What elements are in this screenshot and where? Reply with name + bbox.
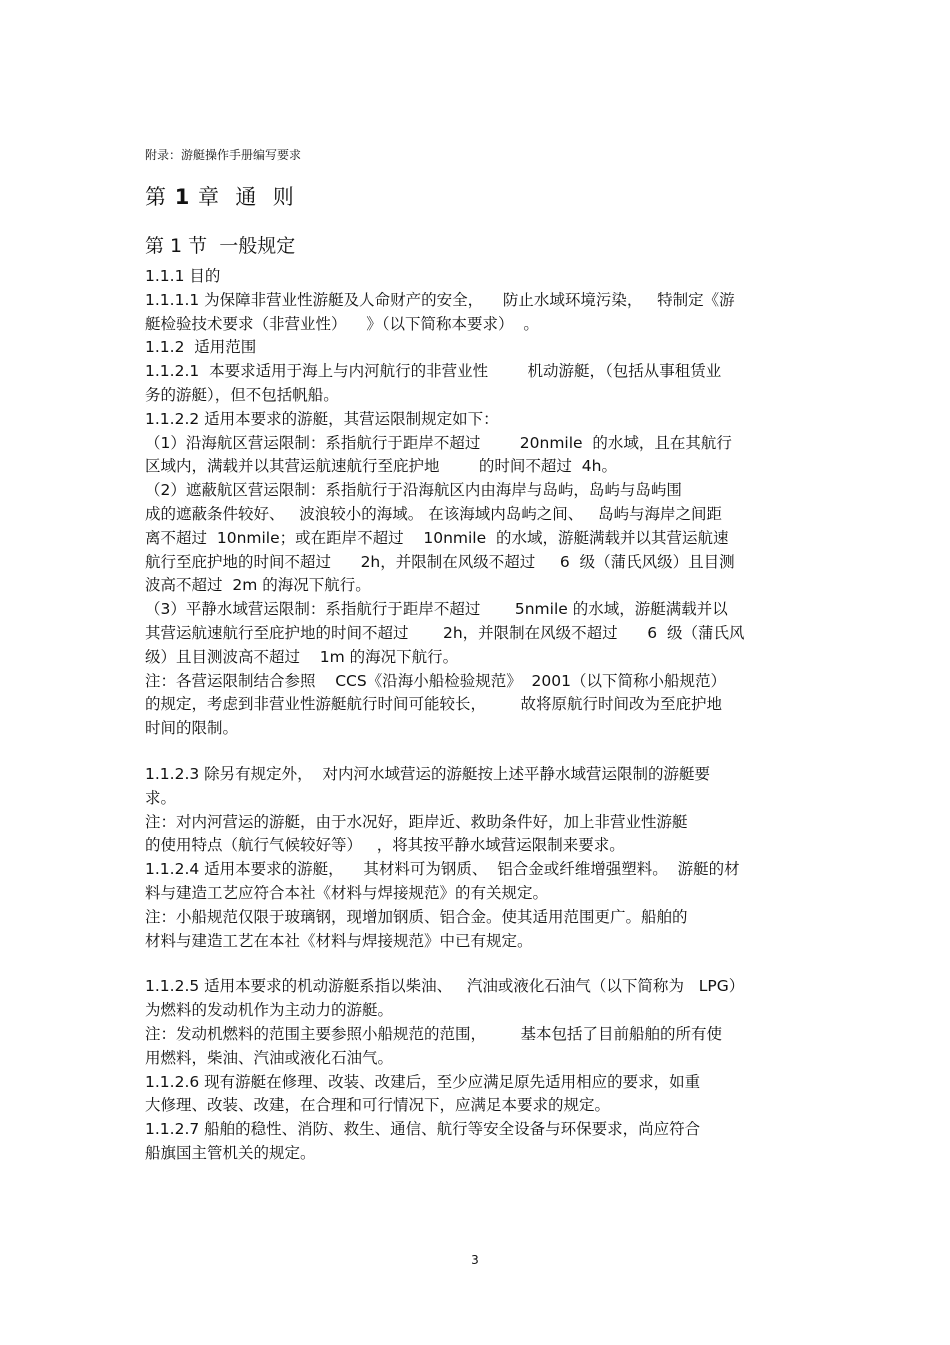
chapter-heading [145, 181, 295, 211]
text-line: 成的遮蔽条件较好、 波浪较小的海域。 在该海域内岛屿之间、 岛屿与海岸之间距 [145, 504, 722, 523]
text-line: 1.1.2.2 适用本要求的游艇，其营运限制规定如下： [145, 409, 499, 428]
text-line: 波高不超过 2m 的海况下航行。 [145, 576, 371, 595]
paragraph-gap [145, 741, 815, 763]
text-line: 时间的限制。 [145, 719, 239, 738]
text-line: 材料与建造工艺在本社《材料与焊接规范》中已有规定。 [145, 931, 533, 950]
body-text [145, 265, 815, 1166]
text-line: 为燃料的发动机作为主动力的游艇。 [145, 1001, 394, 1020]
text-line: 注：发动机燃料的范围主要参照小船规范的范围， 基本包括了目前船舶的所有使 [145, 1024, 722, 1043]
text-line: （1）沿海航区营运限制：系指航行于距岸不超过 20nmile 的水域，且在其航行 [145, 433, 732, 452]
appendix-title: 附录：游艇操作手册编写要求 [145, 148, 302, 162]
chapter-prefix: 第 [145, 185, 175, 209]
section-heading: 第 1 节 一般规定 [145, 235, 296, 257]
text-line: 航行至庇护地的时间不超过 2h，并限制在风级不超过 6 级（蒲氏风级）且目测 [145, 552, 735, 571]
text-line: 1.1.2.4 适用本要求的游艇， 其材料可为钢质、 铝合金或纤维增强塑料。 游艇的材 [145, 860, 740, 879]
text-line: 1.1.2.1 本要求适用于海上与内河航行的非营业性 机动游艇，（包括从事租赁业 [145, 362, 722, 381]
text-line: 1.1.2.3 除另有规定外， 对内河水域营运的游艇按上述平静水域营运限制的游艇要 [145, 764, 711, 783]
chapter-suffix: 章 通 则 [190, 185, 295, 209]
text-line: 区域内，满载并以其营运航速航行至庇护地 的时间不超过 4h。 [145, 457, 617, 476]
text-line: （2）遮蔽航区营运限制：系指航行于沿海航区内由海岸与岛屿，岛屿与岛屿围 [145, 481, 682, 500]
text-line: 船旗国主管机关的规定。 [145, 1143, 316, 1162]
text-line: 艇检验技术要求（非营业性） 》（以下简称本要求） 。 [145, 314, 539, 333]
text-line: 1.1.2.6 现有游艇在修理、改装、改建后，至少应满足原先适用相应的要求，如重 [145, 1072, 701, 1091]
text-line: 用燃料，柴油、汽油或液化石油气。 [145, 1048, 394, 1067]
text-line: 注：小船规范仅限于玻璃钢，现增加钢质、铝合金。使其适用范围更广。船舶的 [145, 907, 688, 926]
text-line: 1.1.2 适用范围 [145, 338, 257, 357]
text-line: （3）平静水域营运限制：系指航行于距岸不超过 5nmile 的水域，游艇满载并以 [145, 600, 728, 619]
text-line: 离不超过 10nmile；或在距岸不超过 10nmile 的水域，游艇满载并以其营运航速 [145, 528, 729, 547]
text-line: 的使用特点（航行气候较好等） ，将其按平静水域营运限制来要求。 [145, 836, 625, 855]
text-line: 大修理、改装、改建，在合理和可行情况下，应满足本要求的规定。 [145, 1096, 611, 1115]
text-line: 注：各营运限制结合参照 CCS《沿海小船检验规范》 2001（以下简称小船规范） [145, 671, 726, 690]
text-line: 注：对内河营运的游艇，由于水况好，距岸近、救助条件好，加上非营业性游艇 [145, 812, 688, 831]
paragraph-gap [145, 953, 815, 975]
text-line: 料与建造工艺应符合本社《材料与焊接规范》的有关规定。 [145, 883, 549, 902]
text-line: 求。 [145, 788, 177, 807]
text-line: 1.1.2.7 船舶的稳性、消防、救生、通信、航行等安全设备与环保要求，尚应符合 [145, 1120, 701, 1139]
text-line: 的规定，考虑到非营业性游艇航行时间可能较长， 故将原航行时间改为至庇护地 [145, 695, 722, 714]
text-line: 其营运航速航行至庇护地的时间不超过 2h，并限制在风级不超过 6 级（蒲氏风 [145, 623, 745, 642]
text-line: 级）且目测波高不超过 1m 的海况下航行。 [145, 647, 459, 666]
chapter-number: 1 [174, 185, 191, 209]
text-line: 1.1.1.1 为保障非营业性游艇及人命财产的安全， 防止水域环境污染， 特制定《游 [145, 290, 735, 309]
page-number: 3 [471, 1253, 479, 1267]
text-line: 务的游艇），但不包括帆船。 [145, 385, 339, 404]
text-line: 1.1.1 目的 [145, 267, 221, 285]
text-line: 1.1.2.5 适用本要求的机动游艇系指以柴油、 汽油或液化石油气（以下简称为 LPG） [145, 977, 745, 996]
